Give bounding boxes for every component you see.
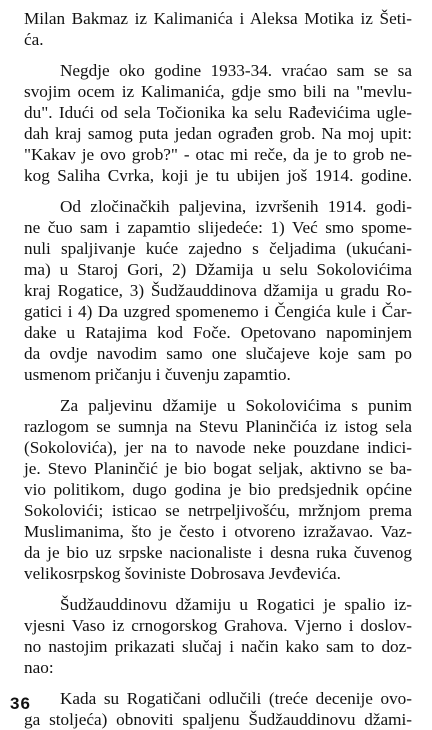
- text-line: svojim ocem iz Kalimanića, gdje smo bili na "mevlu-: [24, 82, 412, 101]
- text-line: gatici i 4) Da uzgred spomenemo i Čengića kule i Čar-: [24, 302, 412, 321]
- text-line: velikosrpskog šoviniste Dobrosava Jevđevića.: [24, 564, 341, 583]
- paragraph: [24, 196, 412, 385]
- text-line: razlogom se sumnja na Stevu Planinčića iz istog sela: [24, 417, 412, 436]
- text-line: Kada su Rogatičani odlučili (treće decenije ovo-: [60, 689, 412, 708]
- paragraph: [24, 594, 412, 678]
- text-line: ne čuo sam i zapamtio slijedeće: 1) Već smo spome-: [24, 218, 412, 237]
- paragraph: [24, 60, 412, 186]
- text-line: Šudžauddinovu džamiju u Rogatici je spalio iz-: [60, 595, 412, 614]
- text-line: ma) u Staroj Gori, 2) Džamija u selu Sokolovićima: [24, 260, 412, 279]
- text-line: kog Saliha Cvrka, koji je tu ubijen još 1914. godine.: [24, 166, 412, 185]
- text-line: nuli spaljivanje kuće zajedno s čeljadima (ukućani-: [24, 239, 412, 258]
- text-line: dah kraj samog puta jedan ograđen grob. Na moj upit:: [24, 124, 412, 143]
- text-line: Sokolovići; isticao se netrpeljivošću, mržnjom prema: [24, 501, 412, 520]
- paragraph-gap: [24, 186, 412, 196]
- text-line: nao:: [24, 658, 54, 677]
- text-line: du". Idući od sela Točionika ka selu Rađevićima ugle-: [24, 103, 412, 122]
- text-line: Od zločinačkih paljevina, izvršenih 1914. godi-: [60, 197, 412, 216]
- text-line: Muslimanima, što je često i otvoreno izražavao. Vaz-: [24, 522, 412, 541]
- text-line: je. Stevo Planinčić je bio bogat seljak, aktivno se ba-: [24, 459, 412, 478]
- page-number: 36: [10, 694, 31, 713]
- text-line: (Sokolovića), jer na to navode neke pouzdane indici-: [24, 438, 412, 457]
- paragraph-gap: [24, 584, 412, 594]
- paragraph: [24, 8, 412, 50]
- text-line: "Kakav je ovo grob?" - otac mi reče, da je to grob ne-: [24, 145, 412, 164]
- body-text: [24, 8, 412, 730]
- text-line: vjesni Vaso iz crnogorskog Grahova. Vjerno i doslov-: [24, 616, 412, 635]
- paragraph: [24, 688, 412, 730]
- text-line: no nastojim prikazati slučaj i način kako sam to doz-: [24, 637, 412, 656]
- text-line: vio politikom, dugo godina je bio predsjednik općine: [24, 480, 412, 499]
- text-line: ga stoljeća) obnoviti spaljenu Šudžauddinovu džami-: [24, 710, 412, 729]
- text-line: usmenom pričanju i čuvenju zapamtio.: [24, 365, 291, 384]
- text-line: Za paljevinu džamije u Sokolovićima s punim: [60, 396, 412, 415]
- text-line: Milan Bakmaz iz Kalimanića i Aleksa Motika iz Šeti-: [24, 9, 412, 28]
- text-line: da ovdje navodim samo one slučajeve koje sam po: [24, 344, 412, 363]
- paragraph-gap: [24, 678, 412, 688]
- paragraph-gap: [24, 50, 412, 60]
- paragraph-gap: [24, 385, 412, 395]
- text-line: Negdje oko godine 1933-34. vraćao sam se sa: [60, 61, 412, 80]
- paragraph: [24, 395, 412, 584]
- text-line: dake u Ratajima kod Foče. Opetovano napominjem: [24, 323, 412, 342]
- text-line: ća.: [24, 30, 44, 49]
- text-line: da je bio uz srpske nacionaliste i desna ruka čuvenog: [24, 543, 412, 562]
- text-line: kraj Rogatice, 3) Šudžauddinova džamija u gradu Ro-: [24, 281, 412, 300]
